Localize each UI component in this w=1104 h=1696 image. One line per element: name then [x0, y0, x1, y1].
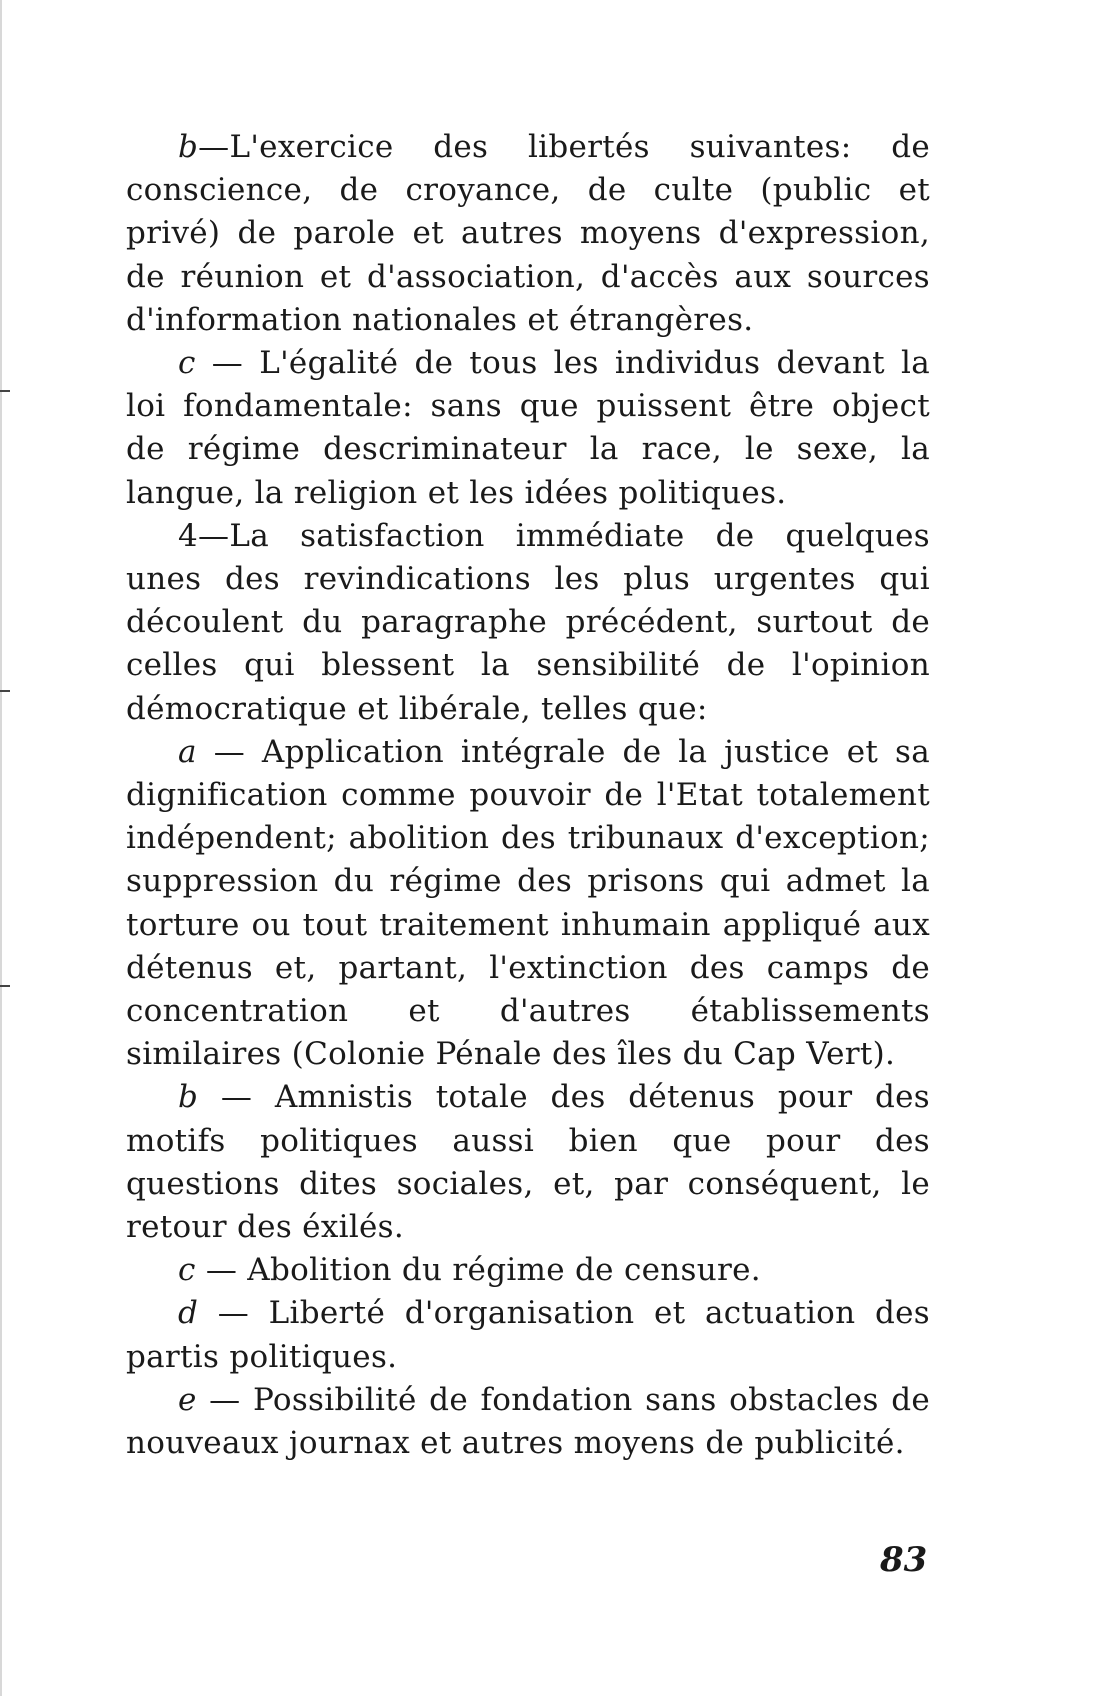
item-dash: — — [198, 129, 230, 165]
body-text — [126, 126, 930, 1465]
paragraph-text: L'exercice des libertés suivantes: de conscience, de croyance, de culte (public et privé) de parole et autres moyens d'expression, de réunion et d'association, d'accès aux sources d'information nationales et étrangères. — [126, 129, 930, 338]
item-dash: — — [195, 1252, 248, 1289]
paragraph-text: Possibilité de fondation sans obstacles de nouveaux journax et autres moyens de publicité. — [126, 1381, 930, 1462]
paragraph-a-justice — [126, 731, 930, 1077]
item-label: c — [178, 345, 196, 382]
paragraph-b-libertes — [126, 126, 930, 342]
item-dash: — — [196, 1381, 253, 1418]
page-number: 83 — [880, 1540, 928, 1580]
item-label: a — [178, 733, 197, 770]
paragraph-4-satisfaction — [126, 515, 930, 731]
edge-mark — [0, 690, 10, 692]
paragraph-c-egalite — [126, 342, 930, 515]
item-label: c — [178, 1252, 196, 1289]
paragraph-text: Liberté d'organisation et actuation des partis politiques. — [126, 1295, 930, 1375]
paragraph-b-amnistie — [126, 1076, 930, 1249]
paragraph-text: La satisfaction immédiate de quelques unes des revindications les plus urgentes qui découlent du paragraphe précédent, surtout de celles qui blessent la sensibilité de l'opinion démocratique et libérale, telles que: — [126, 517, 930, 727]
item-dash: — — [198, 517, 230, 554]
page-left-edge — [0, 0, 2, 1696]
item-dash: — — [195, 345, 260, 382]
paragraph-c-censure — [126, 1249, 930, 1292]
paragraph-text: Abolition du régime de censure. — [247, 1252, 761, 1289]
paragraph-d-partis — [126, 1292, 930, 1378]
item-label: b — [178, 1079, 199, 1116]
item-label: e — [178, 1381, 197, 1418]
edge-mark — [0, 390, 10, 392]
paragraph-text: Application intégrale de la justice et sa dignification comme pouvoir de l'Etat totalement indépendent; abolition des tribunaux d'exception; suppression du régime des prisons qui admet la torture ou tout traitement inhumain appliqué aux détenus et, partant, l'extinction des camps de concentration et d'autres établissements similaires (Colonie Pénale des îles du Cap Vert). — [126, 733, 931, 1073]
item-label: d — [178, 1295, 199, 1332]
item-dash: — — [196, 733, 262, 770]
item-dash: — — [198, 1079, 275, 1116]
item-label: b — [178, 129, 199, 165]
edge-mark — [0, 985, 10, 987]
paragraph-e-journaux — [126, 1379, 930, 1465]
paragraph-text: L'égalité de tous les individus devant la loi fondamentale: sans que puissent être object de régime descriminateur la race, le sexe, la langue, la religion et les idées politiques. — [126, 345, 930, 511]
item-dash: — — [198, 1295, 269, 1332]
item-label: 4 — [178, 517, 199, 554]
paragraph-text: Amnistis totale des détenus pour des motifs politiques aussi bien que pour des questions dites sociales, et, par conséquent, le retour des éxilés. — [126, 1079, 930, 1246]
